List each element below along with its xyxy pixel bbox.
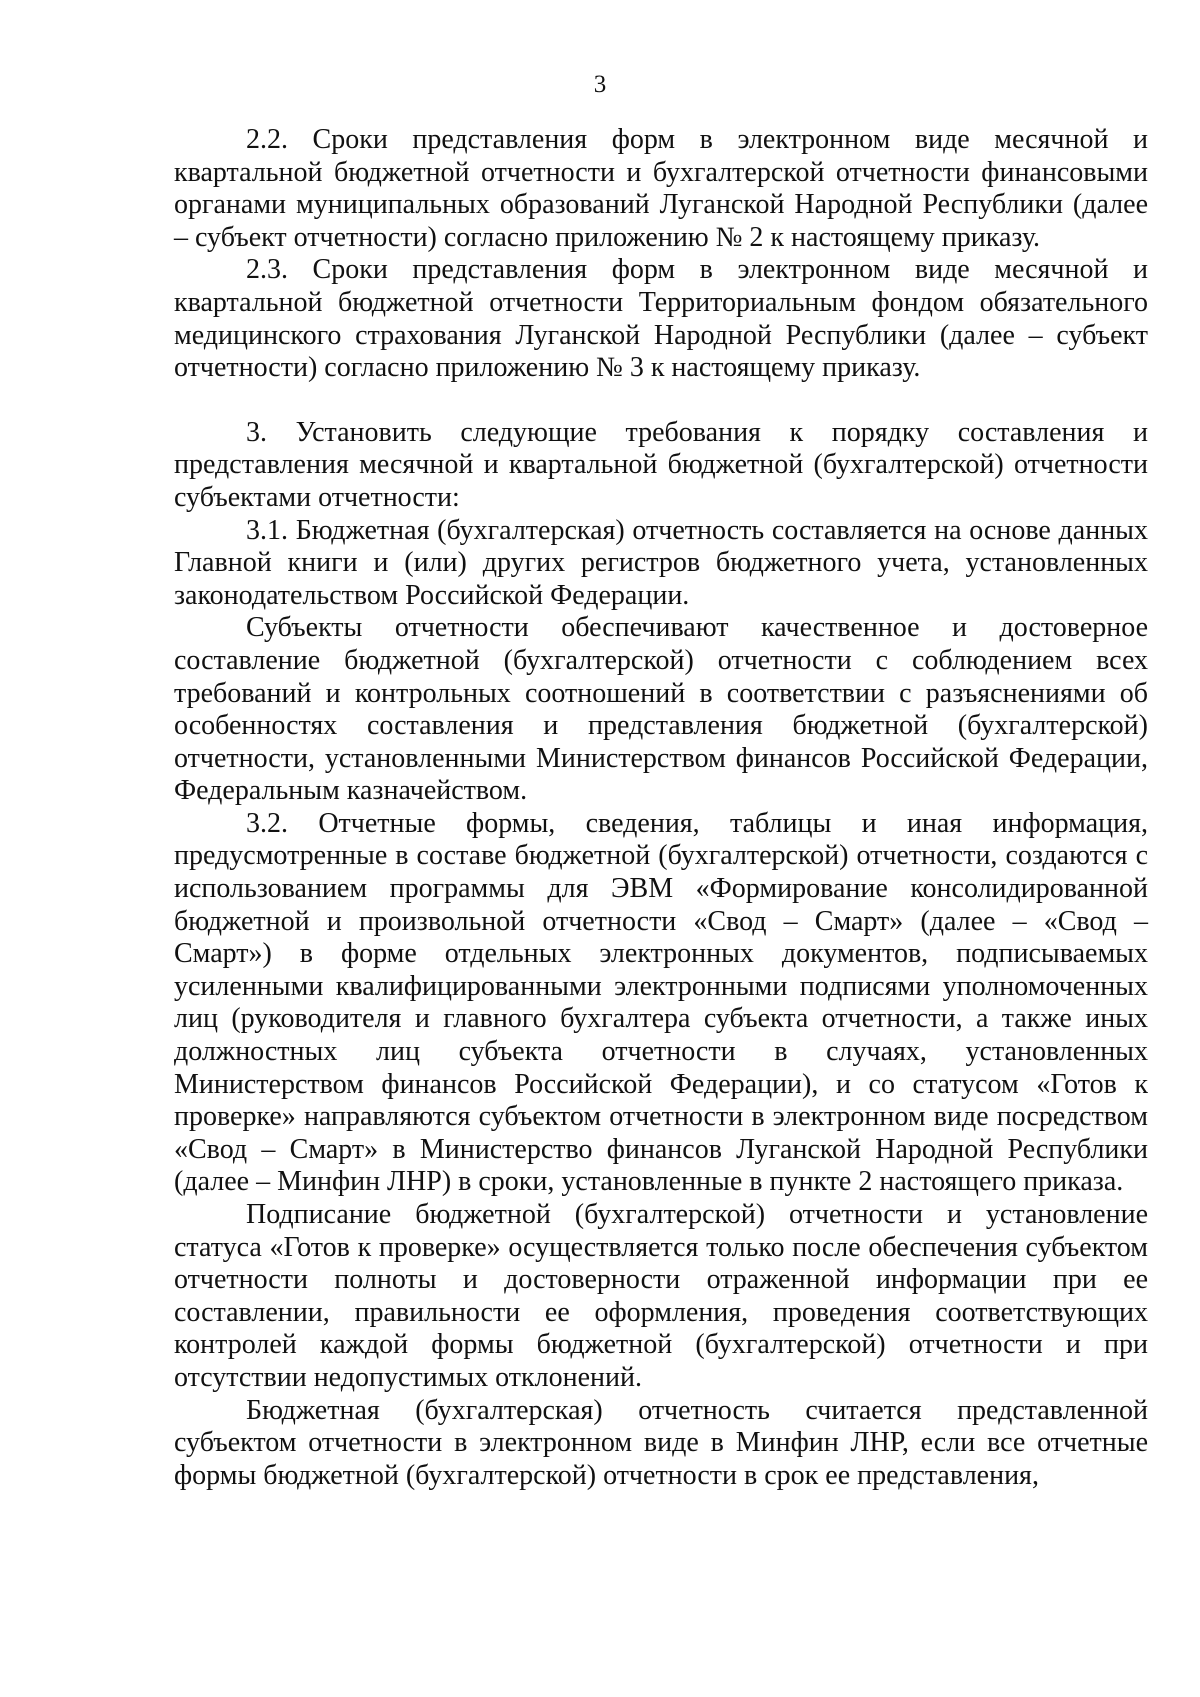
page-number: 3 <box>593 71 607 98</box>
paragraph-3-1: 3.1. Бюджетная (бухгалтерская) отчетность составляется на основе данных Главной книги и (или) других регистров бюджетного учета, установленных законодательством Российской Федерации. <box>174 514 1148 611</box>
paragraph-2-3: 2.3. Сроки представления форм в электронном виде месячной и квартальной бюджетной отчетности Территориальным фондом обязательного медицинского страхования Луганской Народной Республики (далее – субъект отчетности) согласно приложению № 3 к настоящему приказу. <box>174 254 1148 384</box>
paragraph-2-2: 2.2. Сроки представления форм в электронном виде месячной и квартальной бюджетной отчетности и бухгалтерской отчетности финансовыми органами муниципальных образований Луганской Народной Республики (далее – субъект отчетности) согласно приложению № 2 к настоящему приказу. <box>174 124 1148 253</box>
paragraph-3-2: 3.2. Отчетные формы, сведения, таблицы и иная информация, предусмотренные в составе бюджетной (бухгалтерской) отчетности, создаются с использованием программы для ЭВМ «Формирование консолидированной бюджетной и произвольной отчетности «Свод – Смарт» (далее – «Свод – Смарт») в форме отдельных электронных документов, подписываемых усиленными квалифицированными электронными подписями уполномоченных лиц (руководителя и главного бухгалтера субъекта отчетности, а также иных должностных лиц субъекта отчетности в случаях, установленных Министерством финансов Российской Федерации), и со статусом «Готов к проверке» направляются субъектом отчетности в электронном виде посредством «Свод – Смарт» в Министерство финансов Луганской Народной Республики (далее – Минфин ЛНР) в сроки, установленные в пункте 2 настоящего приказа. <box>174 807 1148 1198</box>
paragraph-spacer <box>174 385 1148 417</box>
document-body <box>174 124 1148 1492</box>
paragraph-3: 3. Установить следующие требования к порядку составления и представления месячной и квартальной бюджетной (бухгалтерской) отчетности субъектами отчетности: <box>174 416 1148 513</box>
paragraph-3-2-submission: Бюджетная (бухгалтерская) отчетность считается представленной субъектом отчетности в электронном виде в Минфин ЛНР, если все отчетные формы бюджетной (бухгалтерской) отчетности в срок ее представления, <box>174 1394 1148 1491</box>
paragraph-3-2-signing: Подписание бюджетной (бухгалтерской) отчетности и установление статуса «Готов к проверке» осуществляется только после обеспечения субъектом отчетности полноты и достоверности отраженной информации при ее составлении, правильности ее оформления, проведения соответствующих контролей каждой формы бюджетной (бухгалтерской) отчетности и при отсутствии недопустимых отклонений. <box>174 1199 1148 1393</box>
paragraph-3-1-subjects: Субъекты отчетности обеспечивают качественное и достоверное составление бюджетной (бухгалтерской) отчетности с соблюдением всех требований и контрольных соотношений в соответствии с разъяснениями об особенностях составления и представления бюджетной (бухгалтерской) отчетности, установленными Министерством финансов Российской Федерации, Федеральным казначейством. <box>174 612 1148 807</box>
